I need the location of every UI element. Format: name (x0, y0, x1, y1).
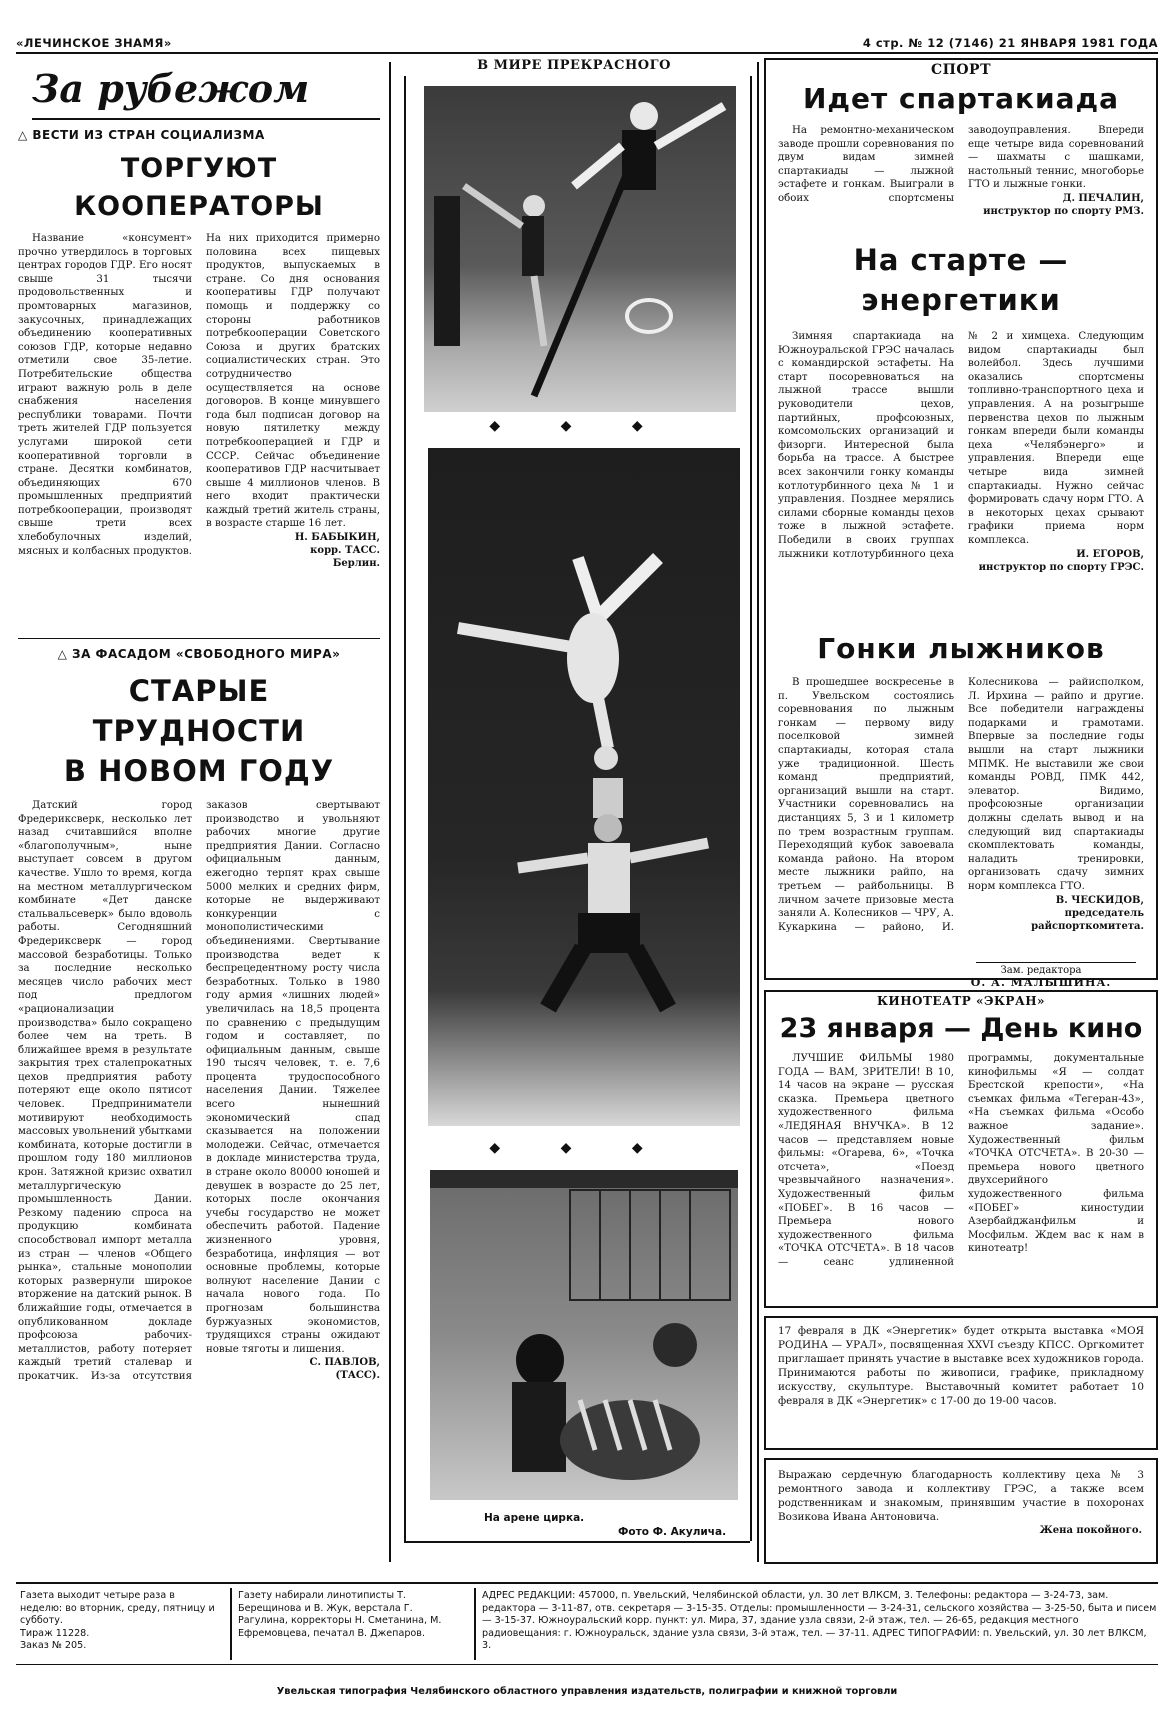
exhibition-text: 17 февраля в ДК «Энергетик» будет открыта выставка «МОЯ РОДИНА — УРАЛ», посвященная XXVI съезду КПСС. Оргкомитет приглашает принять участие в выставке всех художников города. Принимаются работы по живописи, графике, прикладному искусству, скульптуре. Выставочный комитет работает 10 февраля в ДК «Энергетик» с 17-00 до 19-00 часов. (778, 1325, 1144, 1407)
acrobats-balance-illustration (428, 448, 740, 1126)
article-energetics-author: И. ЕГОРОВ, (1076, 548, 1144, 560)
tamer-tiger-illustration (430, 1170, 738, 1500)
article-spartakiad (766, 124, 1156, 232)
article-ski-race-text: В прошедшее воскресенье в п. Увельском состоялись соревнования по лыжным гонкам — первому виду поселковой зимней спартакиады, которая стала уже традиционной. Шесть команд предприятий, организаций вышли на старт. Участники соревновались на дистанциях 5, 3 и 1 километр по трем возрастным группам. Переходящий кубок завоевала команда районо. На втором месте лыжники райпо, на третьем — райбольницы. В личном зачете призовые места заняли А. Колесников — ЧРУ, А. Кукаркина — районо, И. Колесникова — райисполком, Л. Ирхина — райпо и другие. Все победители награждены подарками и грамотами. Впервые за последние годы вышли на старт лыжники МПМК. Не выставили же свои команды РОВД, ПМК 442, элеватор. Видимо, профсоюзные организации должны сделать вывод и на следующий вид спартакиады скомплектовать команды, наладить тренировки, организовать сдачу зимних норм комплекса ГТО. (778, 677, 1144, 933)
article-ski-race-author: В. ЧЕСКИДОВ, (1055, 894, 1144, 906)
imprint-address: АДРЕС РЕДАКЦИИ: 457000, п. Увельский, Челябинской области, ул. 30 лет ВЛКСМ, 3. Телефоны: редактора — 3-24-73, зам. редактора — 3-11-87, отв. секретаря — 3-15-35. Отделы: промышленности — 3-24-31, сельского хозяйства — 3-25-50, быта и писем — 3-15-37. Южноуральский корр. пункт: ул. Мира, 37, здание узла связи, 2-й этаж, тел. — 26-65, редакция местного радиовещания: г. Южноуральск, здание узла связи, 3-й этаж, тел. — 37-11. АДРЕС ТИПОГРАФИИ: п. Увельский, ул. 30 лет ВЛКСМ, 3. (482, 1590, 1157, 1652)
headline-cooperators: ТОРГУЮТ КООПЕРАТОРЫ (74, 153, 324, 222)
headline-new-year: В НОВОМ ГОДУ (63, 754, 335, 788)
column-rule-left (389, 62, 391, 1562)
separator-diamonds-1: ◆ ◆ ◆ (489, 418, 671, 434)
column-rule-right (757, 62, 759, 1562)
article-cooperators (18, 232, 380, 632)
article-cooperators-city: Берлин. (332, 558, 380, 570)
imprint-footer (16, 1582, 1158, 1665)
cinema-section (764, 990, 1158, 1308)
left-column (18, 66, 380, 1569)
masthead-issue: 4 стр. № 12 (7146) 21 ЯНВАРЯ 1981 ГОДА (862, 36, 1158, 50)
deputy-editor-name: О. А. МАЛЫШИНА. (970, 976, 1112, 989)
article-cooperators-author: Н. БАБЫКИН, (294, 532, 380, 544)
gratitude-text: Выражаю сердечную благодарность коллективу цеха № 3 ремонтного завода и коллективу ГРЭС, а также всем родственникам и знакомым, принявшим участие в похоронах Возикова Ивана Антоновича. (778, 1469, 1144, 1523)
photo-caption: На арене цирка. (484, 1512, 585, 1524)
imprint-staff: Газету набирали линотиписты Т. Берещинова и В. Жук, верстала Г. Рагулина, корректоры Н. Сметанина, М. Ефремовцева, печатал В. Джепаров. (238, 1590, 442, 1639)
imprint-circulation: Тираж 11228. (20, 1627, 90, 1639)
printing-house-line: Увельская типография Челябинского областного управления издательств, полиграфии и книжной торговли (276, 1686, 898, 1697)
deputy-editor-label: Зам. редактора (1000, 965, 1082, 976)
photo-tamer-tiger (430, 1170, 738, 1500)
article-cooperators-text: Название «консумент» прочно утвердилось в торговых центрах городов ГДР. Его носят свыше 31 тысячи продовольственных и промтоварных магазинов, закусочных, принадлежащих объединению кооперативных союзов ГДР, которые недавно отметили свое 35-летие. Потребительские общества играют важную роль в деле снабжения населения республики товарами. Почти треть жителей ГДР пользуется услугами широкой сети кооперативной торговли в стране. Десятки комбинатов, объединяющих 670 промышленных предприятий потребкооперации, производят свыше трети всех хлебобулочных изделий, мясных и колбасных продуктов. На них приходится примерно половина всех пищевых продуктов, выпускаемых в стране. Со дня основания кооперативы ГДР получают помощь и поддержку со стороны работников потребкооперации Советского Союза и других братских социалистических стран. Это сотрудничество осуществляется на основе договоров. В конце минувшего года был подписан договор на новую пятилетку между потребкооперацией и ГДР и СССР. Сейчас объединение кооперативов ГДР насчитывает свыше 4 миллионов членов. В него входит практически каждый третий житель страны, в возрасте старше 16 лет. (18, 233, 380, 557)
exhibition-notice (764, 1316, 1158, 1450)
article-old-troubles-author: С. ПАВЛОВ, (309, 1357, 380, 1369)
headline-ski-race: Гонки лыжников (817, 632, 1105, 665)
photo-credit: Фото Ф. Акулича. (618, 1526, 727, 1538)
sport-section (764, 58, 1158, 989)
article-ski-race (766, 676, 1156, 956)
article-spartakiad-role: инструктор по спорту РМЗ. (983, 205, 1144, 217)
photo-acrobats-balance (428, 448, 740, 1126)
photo-acrobats-pole (424, 86, 736, 412)
article-old-troubles (18, 799, 380, 1569)
cinema-program (766, 1052, 1156, 1302)
rubric-sport: СПОРТ (930, 62, 991, 78)
cinema-program-text: ЛУЧШИЕ ФИЛЬМЫ 1980 ГОДА — ВАМ, ЗРИТЕЛИ! В 10, 14 часов на экране — русская сказка. Премьера цветного художественного фильма «ЛЕДЯНАЯ ВНУЧКА». В 12 часов — представляем новые фильмы: «Огарева, 6», «Точка отсчета», «Поезд чрезвычайного назначения». Художественный фильм «ПОБЕГ». В 16 часов — Премьера нового художественного фильма «ТОЧКА ОТСЧЕТА». В 18 часов — сеанс удлиненной программы, документальные кинофильмы «Я — солдат Брестской крепости», «На съемках фильма «Тегеран-43», «На съемках фильма «Особо важное задание». Художественный фильм «ТОЧКА ОТСЧЕТА». В 20-30 — премьера нового цветного двухсерийного художественного фильма «ПОБЕГ» киностудии Азербайджанфильм и Мосфильм. Ждем вас к нам в кинотеатр! (778, 1053, 1144, 1268)
imprint-order: Заказ № 205. (20, 1640, 87, 1652)
rubric-cinema: КИНОТЕАТР «ЭКРАН» (876, 994, 1046, 1008)
rubric-beauty: В МИРЕ ПРЕКРАСНОГО (477, 58, 671, 73)
masthead-rule (16, 52, 1158, 54)
article-spartakiad-author: Д. ПЕЧАЛИН, (1062, 192, 1144, 204)
masthead-title: «ЛЕЧИНСКОЕ ЗНАМЯ» (16, 36, 172, 50)
article-energetics-text: Зимняя спартакиада на Южноуральской ГРЭС началась с командирской эстафеты. На старт посоревноваться на лыжной трассе вышли руководители цехов, партийных, профсоюзных, комсомольских организаций и физорги. Интересной была борьба на трассе. А быстрее всех закончили гонку команды котлотурбинного цеха № 1 и управления. Позднее мерялись силами сборные команды цехов тоже в лыжной эстафете. Победили в своих группах лыжники котлотурбинного цеха № 2 и химцеха. Следующим видом спартакиады был волейбол. Здесь лучшими оказались спортсмены топливно-транспортного цеха и управления. А на розыгрыше первенства цехов по лыжным гонкам впереди были команды цеха «Челябэнерго» и управления. Впереди еще четыре вида зимней спартакиады. Нужно сейчас формировать сдачу норм ГТО. А в некоторых цехах срывают графики приема норм комплекса. (778, 331, 1144, 560)
rubric-socialism: △ ВЕСТИ ИЗ СТРАН СОЦИАЛИЗМА (18, 128, 265, 142)
headline-cinema-day: 23 января — День кино (779, 1013, 1143, 1044)
acrobats-pole-illustration (424, 86, 736, 412)
rubric-free-world: △ ЗА ФАСАДОМ «СВОБОДНОГО МИРА» (57, 647, 341, 661)
article-ski-race-role: председатель райспорткомитета. (1031, 907, 1144, 932)
section-title: За рубежом (32, 66, 380, 120)
article-cooperators-agency: корр. ТАСС. (310, 545, 380, 557)
article-old-troubles-text: Датский город Фредериксверк, несколько лет назад считавшийся вполне «благополучным», ныне выступает совсем в другом качестве. Ушло то время, когда на местном металлургическом комбинате «Дет данске стальвальсеверк» было вдоволь работы. Сегодняшний Фредериксверк — город массовой безработицы. Только за последние несколько месяцев число рабочих мест под предлогом «рационализации производства» было сокращено более чем на треть. В ближайшее время в результате закрытия трех сталепрокатных цехов предприятия работу потеряют еще около пятисот человек. Предприниматели мотивируют необходимость массовых увольнений убытками комбината, которые достигли в прошлом году 180 миллионов крон. Затяжной кризис охватил металлургическую промышленность Дании. Резкому падению спроса на продукцию комбината способствовал импорт металла из стран — членов «Общего рынка», стальные монополии которых развернули широкое вторжение на датский рынок. В ближайшие годы, отмечается в опубликованном докладе профсоюза рабочих-металлистов, работу потеряет каждый третий сталевар и прокатчик. Из-за отсутствия заказов свертывают производство и увольняют рабочих многие другие предприятия Дании. Согласно официальным данным, ежегодно терпят крах свыше 5000 мелких и средних фирм, которые не выдерживают конкуренции с монополистическими объединениями. Свертывание производства ведет к беспрецедентному росту числа безработных. Только в 1980 году армия «лишних людей» увеличилась на 18,5 процента по сравнению с предыдущим годом и составляет, по официальным данным, свыше 190 тысяч человек, т. е. 7,6 процента трудоспособного населения Дании. Тяжелее всего нынешний экономический спад сказывается на положении молодежи. Сейчас, отмечается в докладе министерства труда, в стране около 80000 юношей и девушек в возрасте до 25 лет, которых после окончания учебы государство не может обеспечить работой. Падение жизненного уровня, безработица, инфляция — вот основные проблемы, которые волнуют население Дании с начала нового года. По прогнозам большинства буржуазных экономистов, трудящихся страны ожидают новые тяготы и лишения. (18, 800, 380, 1382)
imprint-schedule (20, 1590, 220, 1653)
article-energetics-role: инструктор по спорту ГРЭС. (978, 561, 1144, 573)
headline-energetics: На старте — энергетики (853, 243, 1069, 317)
separator-diamonds-2: ◆ ◆ ◆ (489, 1140, 671, 1156)
article-energetics (766, 330, 1156, 620)
imprint-schedule-text: Газета выходит четыре раза в неделю: во вторник, среду, пятницу и субботу. (20, 1590, 215, 1627)
article-spartakiad-text: На ремонтно-механическом заводе прошли соревнования по двум видам зимней спартакиады — лыжной эстафете и гонкам. Выиграли в обоих спортсмены заводоуправления. Впереди еще четыре вида соревнований — шахматы с шашками, настольный теннис, многоборье ГТО и лыжные гонки. (778, 125, 1144, 204)
gratitude-notice (764, 1458, 1158, 1564)
headline-old-troubles: СТАРЫЕ ТРУДНОСТИ (92, 674, 306, 748)
article-old-troubles-agency: (ТАСС). (335, 1370, 380, 1382)
headline-spartakiad: Идет спартакиада (802, 82, 1120, 115)
gratitude-sign: Жена покойного. (1039, 1525, 1142, 1536)
